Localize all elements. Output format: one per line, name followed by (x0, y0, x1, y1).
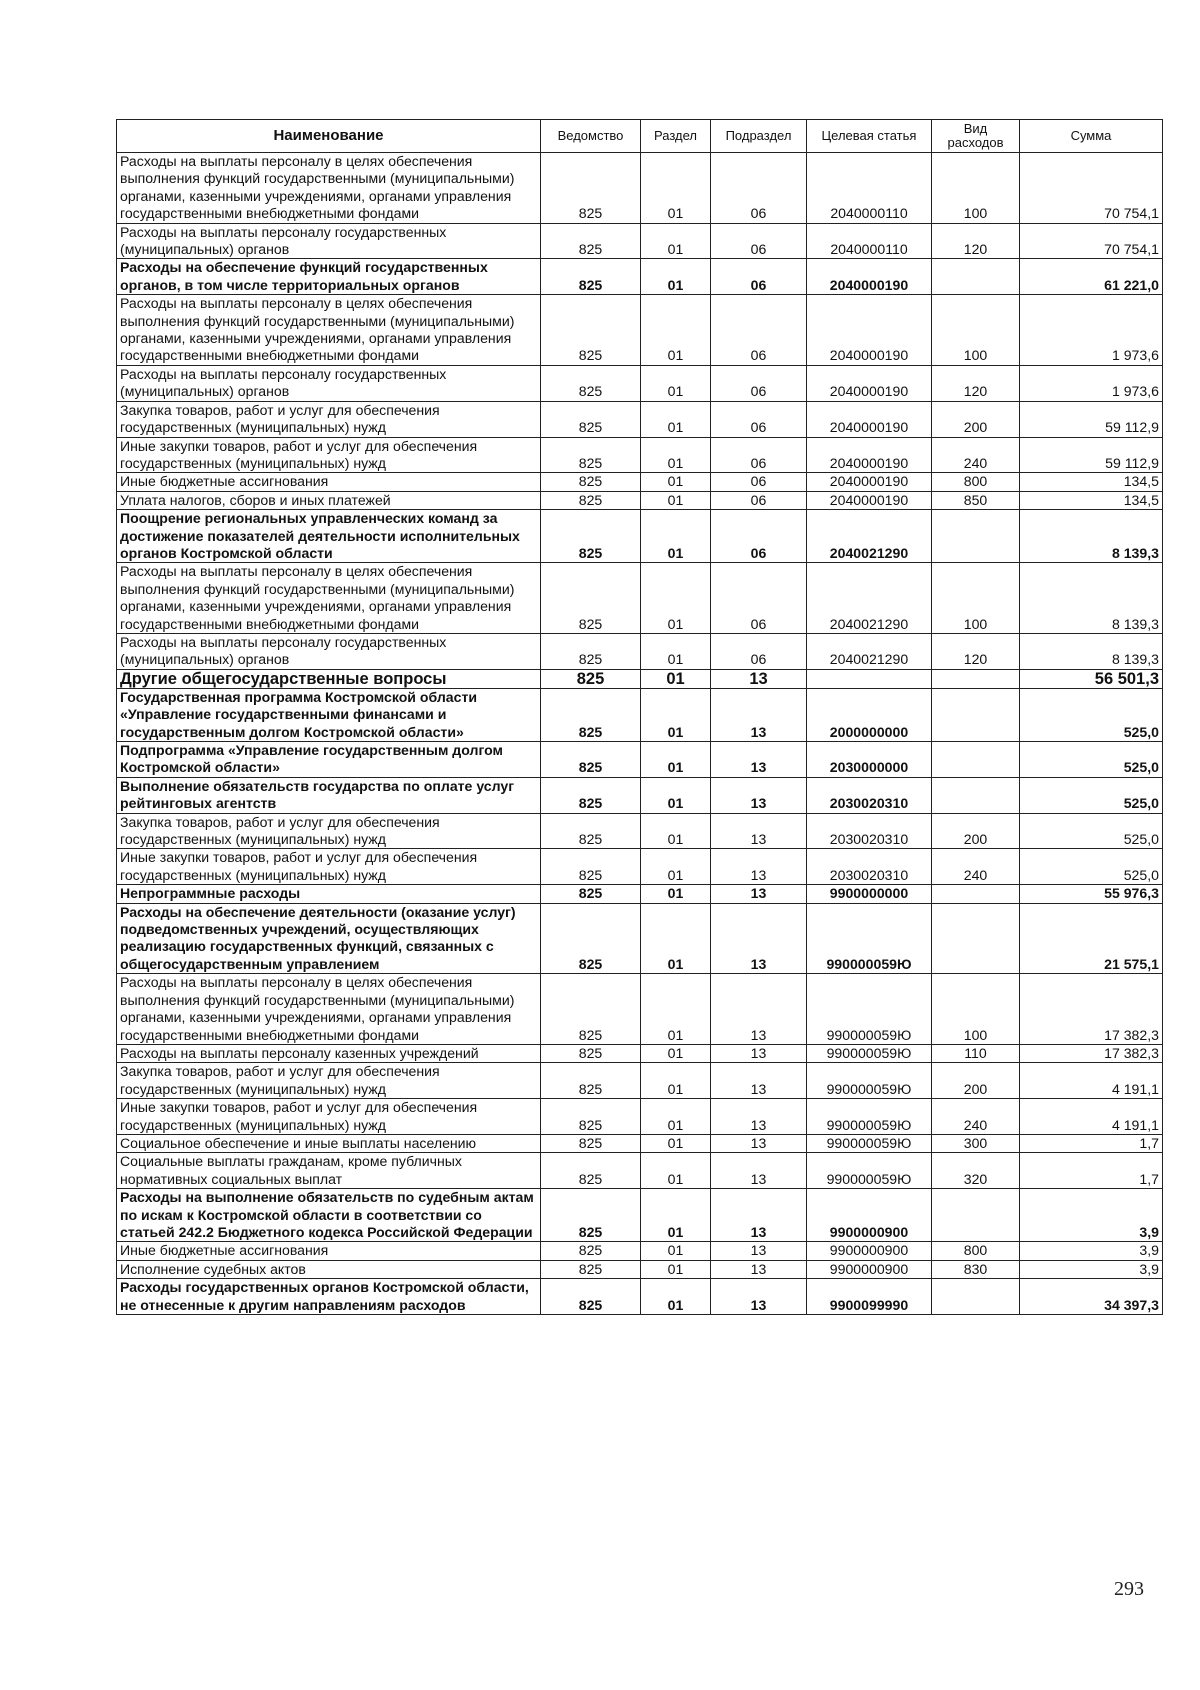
cell-celevaya-statya: 2000000000 (807, 688, 932, 741)
cell-vid-raskhodov: 100 (932, 153, 1020, 224)
cell-vedomstvo: 825 (541, 633, 641, 669)
cell-name: Расходы на выплаты персоналу государственных (муниципальных) органов (117, 365, 541, 401)
cell-podrazdel: 13 (711, 742, 807, 778)
cell-summa: 34 397,3 (1020, 1279, 1163, 1315)
cell-podrazdel: 06 (711, 473, 807, 491)
cell-vedomstvo: 825 (541, 491, 641, 509)
table-row (117, 259, 1163, 295)
cell-vid-raskhodov (932, 1189, 1020, 1242)
cell-name: Другие общегосударственные вопросы (117, 669, 541, 688)
cell-vedomstvo: 825 (541, 1260, 641, 1278)
cell-podrazdel: 13 (711, 1242, 807, 1260)
cell-vedomstvo: 825 (541, 885, 641, 903)
cell-summa: 61 221,0 (1020, 259, 1163, 295)
table-row (117, 1242, 1163, 1260)
cell-celevaya-statya: 990000059Ю (807, 1153, 932, 1189)
cell-podrazdel: 13 (711, 1134, 807, 1152)
cell-name: Иные закупки товаров, работ и услуг для обеспечения государственных (муниципальных) нужд (117, 849, 541, 885)
cell-vid-raskhodov (932, 885, 1020, 903)
cell-vid-raskhodov (932, 1279, 1020, 1315)
cell-name: Расходы на выплаты персоналу в целях обеспечения выполнения функций государственными (муниципальными) органами, казенными учреждениями, органами управления государственными внебюджетными фондами (117, 295, 541, 366)
cell-razdel: 01 (641, 742, 711, 778)
cell-podrazdel: 13 (711, 777, 807, 813)
cell-summa: 8 139,3 (1020, 510, 1163, 563)
cell-razdel: 01 (641, 295, 711, 366)
cell-razdel: 01 (641, 563, 711, 634)
cell-vedomstvo: 825 (541, 563, 641, 634)
cell-summa: 525,0 (1020, 742, 1163, 778)
table-row (117, 1063, 1163, 1099)
cell-summa: 4 191,1 (1020, 1063, 1163, 1099)
cell-celevaya-statya: 990000059Ю (807, 1063, 932, 1099)
cell-vid-raskhodov: 240 (932, 849, 1020, 885)
cell-vedomstvo: 825 (541, 974, 641, 1045)
cell-summa: 3,9 (1020, 1242, 1163, 1260)
cell-celevaya-statya: 9900000900 (807, 1260, 932, 1278)
cell-razdel: 01 (641, 1044, 711, 1062)
cell-summa: 525,0 (1020, 849, 1163, 885)
cell-name: Выполнение обязательств государства по оплате услуг рейтинговых агентств (117, 777, 541, 813)
table-row (117, 1279, 1163, 1315)
cell-celevaya-statya: 2040021290 (807, 510, 932, 563)
cell-celevaya-statya: 2040000190 (807, 491, 932, 509)
cell-celevaya-statya: 9900000900 (807, 1242, 932, 1260)
cell-vid-raskhodov: 100 (932, 295, 1020, 366)
cell-summa: 134,5 (1020, 473, 1163, 491)
cell-name: Расходы на выплаты персоналу в целях обеспечения выполнения функций государственными (муниципальными) органами, казенными учреждениями, органами управления государственными внебюджетными фондами (117, 974, 541, 1045)
cell-name: Уплата налогов, сборов и иных платежей (117, 491, 541, 509)
cell-vedomstvo: 825 (541, 401, 641, 437)
cell-celevaya-statya: 2030000000 (807, 742, 932, 778)
cell-vid-raskhodov: 200 (932, 401, 1020, 437)
table-row (117, 885, 1163, 903)
cell-podrazdel: 06 (711, 633, 807, 669)
cell-podrazdel: 06 (711, 295, 807, 366)
cell-vid-raskhodov: 100 (932, 563, 1020, 634)
cell-name: Подпрограмма «Управление государственным долгом Костромской области» (117, 742, 541, 778)
table-row (117, 742, 1163, 778)
cell-vid-raskhodov (932, 903, 1020, 974)
cell-podrazdel: 06 (711, 365, 807, 401)
table-row (117, 223, 1163, 259)
cell-razdel: 01 (641, 153, 711, 224)
cell-vedomstvo: 825 (541, 1279, 641, 1315)
cell-celevaya-statya: 2040000190 (807, 401, 932, 437)
cell-razdel: 01 (641, 223, 711, 259)
cell-podrazdel: 06 (711, 153, 807, 224)
cell-razdel: 01 (641, 669, 711, 688)
table-row (117, 510, 1163, 563)
cell-razdel: 01 (641, 777, 711, 813)
cell-razdel: 01 (641, 259, 711, 295)
cell-razdel: 01 (641, 1260, 711, 1278)
cell-summa: 1 973,6 (1020, 295, 1163, 366)
table-row (117, 473, 1163, 491)
cell-vedomstvo: 825 (541, 1134, 641, 1152)
cell-celevaya-statya (807, 669, 932, 688)
cell-podrazdel: 06 (711, 223, 807, 259)
cell-celevaya-statya: 9900099990 (807, 1279, 932, 1315)
cell-podrazdel: 13 (711, 669, 807, 688)
cell-vid-raskhodov (932, 742, 1020, 778)
cell-celevaya-statya: 990000059Ю (807, 974, 932, 1045)
cell-summa: 525,0 (1020, 813, 1163, 849)
cell-name: Социальные выплаты гражданам, кроме публичных нормативных социальных выплат (117, 1153, 541, 1189)
budget-table (116, 119, 1163, 1315)
cell-vid-raskhodov (932, 688, 1020, 741)
cell-vid-raskhodov: 100 (932, 974, 1020, 1045)
cell-summa: 70 754,1 (1020, 153, 1163, 224)
header-celevaya-statya: Целевая статья (807, 120, 932, 153)
cell-celevaya-statya: 2040000110 (807, 153, 932, 224)
cell-summa: 3,9 (1020, 1189, 1163, 1242)
cell-celevaya-statya: 2030020310 (807, 777, 932, 813)
table-row (117, 365, 1163, 401)
cell-name: Расходы на выплаты персоналу казенных учреждений (117, 1044, 541, 1062)
cell-podrazdel: 06 (711, 510, 807, 563)
cell-podrazdel: 13 (711, 903, 807, 974)
cell-razdel: 01 (641, 1063, 711, 1099)
cell-summa: 59 112,9 (1020, 401, 1163, 437)
header-vid-raskhodov: Вид расходов (932, 120, 1020, 153)
cell-celevaya-statya: 990000059Ю (807, 1044, 932, 1062)
cell-celevaya-statya: 990000059Ю (807, 1134, 932, 1152)
cell-vid-raskhodov: 200 (932, 1063, 1020, 1099)
cell-vedomstvo: 825 (541, 1063, 641, 1099)
table-row (117, 849, 1163, 885)
table-row (117, 401, 1163, 437)
cell-podrazdel: 13 (711, 974, 807, 1045)
cell-name: Расходы на обеспечение деятельности (оказание услуг) подведомственных учреждений, осуществляющих реализацию государственных функций, связанных с общегосударственным управлением (117, 903, 541, 974)
cell-summa: 1 973,6 (1020, 365, 1163, 401)
cell-summa: 21 575,1 (1020, 903, 1163, 974)
table-row (117, 1189, 1163, 1242)
cell-vid-raskhodov (932, 669, 1020, 688)
table-row (117, 153, 1163, 224)
cell-name: Закупка товаров, работ и услуг для обеспечения государственных (муниципальных) нужд (117, 1063, 541, 1099)
cell-celevaya-statya: 2030020310 (807, 849, 932, 885)
cell-vedomstvo: 825 (541, 813, 641, 849)
cell-razdel: 01 (641, 437, 711, 473)
table-row (117, 777, 1163, 813)
cell-vedomstvo: 825 (541, 295, 641, 366)
cell-vedomstvo: 825 (541, 365, 641, 401)
cell-summa: 56 501,3 (1020, 669, 1163, 688)
table-row (117, 1044, 1163, 1062)
cell-name: Расходы на выплаты персоналу в целях обеспечения выполнения функций государственными (муниципальными) органами, казенными учреждениями, органами управления государственными внебюджетными фондами (117, 563, 541, 634)
cell-name: Иные закупки товаров, работ и услуг для обеспечения государственных (муниципальных) нужд (117, 437, 541, 473)
table-row (117, 563, 1163, 634)
table-body (117, 153, 1163, 1315)
cell-vid-raskhodov: 200 (932, 813, 1020, 849)
cell-vid-raskhodov: 830 (932, 1260, 1020, 1278)
cell-vid-raskhodov: 120 (932, 633, 1020, 669)
cell-vedomstvo: 825 (541, 473, 641, 491)
cell-vid-raskhodov: 300 (932, 1134, 1020, 1152)
cell-razdel: 01 (641, 688, 711, 741)
cell-razdel: 01 (641, 903, 711, 974)
cell-vedomstvo: 825 (541, 510, 641, 563)
cell-name: Иные бюджетные ассигнования (117, 473, 541, 491)
cell-podrazdel: 06 (711, 491, 807, 509)
table-row (117, 437, 1163, 473)
table-row (117, 688, 1163, 741)
cell-celevaya-statya: 2040000190 (807, 259, 932, 295)
cell-vedomstvo: 825 (541, 437, 641, 473)
cell-razdel: 01 (641, 1279, 711, 1315)
cell-celevaya-statya: 990000059Ю (807, 1099, 932, 1135)
cell-vedomstvo: 825 (541, 1242, 641, 1260)
cell-summa: 17 382,3 (1020, 974, 1163, 1045)
cell-vedomstvo: 825 (541, 777, 641, 813)
cell-podrazdel: 06 (711, 259, 807, 295)
cell-name: Непрограммные расходы (117, 885, 541, 903)
cell-summa: 55 976,3 (1020, 885, 1163, 903)
cell-razdel: 01 (641, 1189, 711, 1242)
cell-podrazdel: 13 (711, 1260, 807, 1278)
cell-vid-raskhodov: 240 (932, 437, 1020, 473)
cell-vedomstvo: 825 (541, 223, 641, 259)
cell-summa: 1,7 (1020, 1134, 1163, 1152)
cell-summa: 17 382,3 (1020, 1044, 1163, 1062)
cell-vid-raskhodov (932, 259, 1020, 295)
cell-celevaya-statya: 2040021290 (807, 563, 932, 634)
cell-summa: 525,0 (1020, 688, 1163, 741)
cell-name: Государственная программа Костромской области «Управление государственными финансами и государственным долгом Костромской области» (117, 688, 541, 741)
cell-vid-raskhodov: 240 (932, 1099, 1020, 1135)
cell-name: Закупка товаров, работ и услуг для обеспечения государственных (муниципальных) нужд (117, 813, 541, 849)
cell-summa: 70 754,1 (1020, 223, 1163, 259)
cell-podrazdel: 13 (711, 1063, 807, 1099)
cell-vid-raskhodov: 850 (932, 491, 1020, 509)
cell-podrazdel: 13 (711, 688, 807, 741)
cell-celevaya-statya: 2030020310 (807, 813, 932, 849)
cell-podrazdel: 13 (711, 1153, 807, 1189)
table-row (117, 1099, 1163, 1135)
cell-name: Расходы на обеспечение функций государственных органов, в том числе территориальных органов (117, 259, 541, 295)
cell-summa: 1,7 (1020, 1153, 1163, 1189)
cell-vedomstvo: 825 (541, 903, 641, 974)
cell-podrazdel: 06 (711, 563, 807, 634)
cell-razdel: 01 (641, 401, 711, 437)
page-number: 293 (1114, 1578, 1144, 1600)
cell-podrazdel: 13 (711, 849, 807, 885)
cell-name: Расходы государственных органов Костромской области, не отнесенные к другим направлениям расходов (117, 1279, 541, 1315)
header-razdel: Раздел (641, 120, 711, 153)
cell-summa: 8 139,3 (1020, 563, 1163, 634)
cell-summa: 3,9 (1020, 1260, 1163, 1278)
cell-vedomstvo: 825 (541, 849, 641, 885)
cell-vid-raskhodov: 800 (932, 1242, 1020, 1260)
cell-razdel: 01 (641, 849, 711, 885)
cell-vedomstvo: 825 (541, 153, 641, 224)
cell-summa: 134,5 (1020, 491, 1163, 509)
table-row (117, 295, 1163, 366)
header-podrazdel: Подраздел (711, 120, 807, 153)
cell-vid-raskhodov: 110 (932, 1044, 1020, 1062)
header-vedomstvo: Ведомство (541, 120, 641, 153)
cell-summa: 4 191,1 (1020, 1099, 1163, 1135)
cell-razdel: 01 (641, 473, 711, 491)
cell-name: Расходы на выплаты персоналу государственных (муниципальных) органов (117, 633, 541, 669)
table-row (117, 633, 1163, 669)
cell-name: Расходы на выплаты персоналу в целях обеспечения выполнения функций государственными (муниципальными) органами, казенными учреждениями, органами управления государственными внебюджетными фондами (117, 153, 541, 224)
cell-vedomstvo: 825 (541, 1044, 641, 1062)
cell-vid-raskhodov: 320 (932, 1153, 1020, 1189)
cell-name: Закупка товаров, работ и услуг для обеспечения государственных (муниципальных) нужд (117, 401, 541, 437)
cell-celevaya-statya: 990000059Ю (807, 903, 932, 974)
cell-razdel: 01 (641, 510, 711, 563)
cell-name: Исполнение судебных актов (117, 1260, 541, 1278)
cell-celevaya-statya: 2040000190 (807, 365, 932, 401)
cell-vid-raskhodov: 120 (932, 223, 1020, 259)
header-name: Наименование (117, 120, 541, 153)
table-row (117, 491, 1163, 509)
cell-vedomstvo: 825 (541, 669, 641, 688)
cell-name: Социальное обеспечение и иные выплаты населению (117, 1134, 541, 1152)
table-row (117, 974, 1163, 1045)
cell-vedomstvo: 825 (541, 688, 641, 741)
cell-name: Иные бюджетные ассигнования (117, 1242, 541, 1260)
table-row (117, 903, 1163, 974)
cell-vedomstvo: 825 (541, 742, 641, 778)
cell-razdel: 01 (641, 1242, 711, 1260)
cell-vid-raskhodov: 120 (932, 365, 1020, 401)
table-row (117, 669, 1163, 688)
table-row (117, 1153, 1163, 1189)
cell-razdel: 01 (641, 1153, 711, 1189)
cell-podrazdel: 13 (711, 1044, 807, 1062)
table-row (117, 1134, 1163, 1152)
cell-name: Поощрение региональных управленческих команд за достижение показателей деятельности исполнительных органов Костромской области (117, 510, 541, 563)
cell-razdel: 01 (641, 1134, 711, 1152)
cell-podrazdel: 13 (711, 1099, 807, 1135)
cell-summa: 525,0 (1020, 777, 1163, 813)
cell-celevaya-statya: 2040021290 (807, 633, 932, 669)
cell-podrazdel: 06 (711, 401, 807, 437)
cell-podrazdel: 13 (711, 1189, 807, 1242)
cell-summa: 8 139,3 (1020, 633, 1163, 669)
cell-razdel: 01 (641, 813, 711, 849)
cell-vid-raskhodov (932, 777, 1020, 813)
cell-vedomstvo: 825 (541, 1153, 641, 1189)
cell-celevaya-statya: 9900000000 (807, 885, 932, 903)
cell-podrazdel: 13 (711, 1279, 807, 1315)
cell-podrazdel: 13 (711, 885, 807, 903)
cell-vid-raskhodov: 800 (932, 473, 1020, 491)
cell-razdel: 01 (641, 1099, 711, 1135)
cell-razdel: 01 (641, 974, 711, 1045)
cell-vedomstvo: 825 (541, 1189, 641, 1242)
cell-celevaya-statya: 9900000900 (807, 1189, 932, 1242)
cell-razdel: 01 (641, 491, 711, 509)
cell-celevaya-statya: 2040000110 (807, 223, 932, 259)
cell-name: Иные закупки товаров, работ и услуг для обеспечения государственных (муниципальных) нужд (117, 1099, 541, 1135)
table-header-row (117, 120, 1163, 153)
cell-name: Расходы на выплаты персоналу государственных (муниципальных) органов (117, 223, 541, 259)
table-row (117, 1260, 1163, 1278)
cell-podrazdel: 13 (711, 813, 807, 849)
cell-vedomstvo: 825 (541, 259, 641, 295)
cell-summa: 59 112,9 (1020, 437, 1163, 473)
cell-vedomstvo: 825 (541, 1099, 641, 1135)
cell-razdel: 01 (641, 885, 711, 903)
cell-celevaya-statya: 2040000190 (807, 295, 932, 366)
cell-celevaya-statya: 2040000190 (807, 473, 932, 491)
cell-razdel: 01 (641, 365, 711, 401)
cell-razdel: 01 (641, 633, 711, 669)
cell-celevaya-statya: 2040000190 (807, 437, 932, 473)
header-summa: Сумма (1020, 120, 1163, 153)
cell-vid-raskhodov (932, 510, 1020, 563)
table-row (117, 813, 1163, 849)
cell-podrazdel: 06 (711, 437, 807, 473)
cell-name: Расходы на выполнение обязательств по судебным актам по искам к Костромской области в соответствии со статьей 242.2 Бюджетного кодекса Российской Федерации (117, 1189, 541, 1242)
